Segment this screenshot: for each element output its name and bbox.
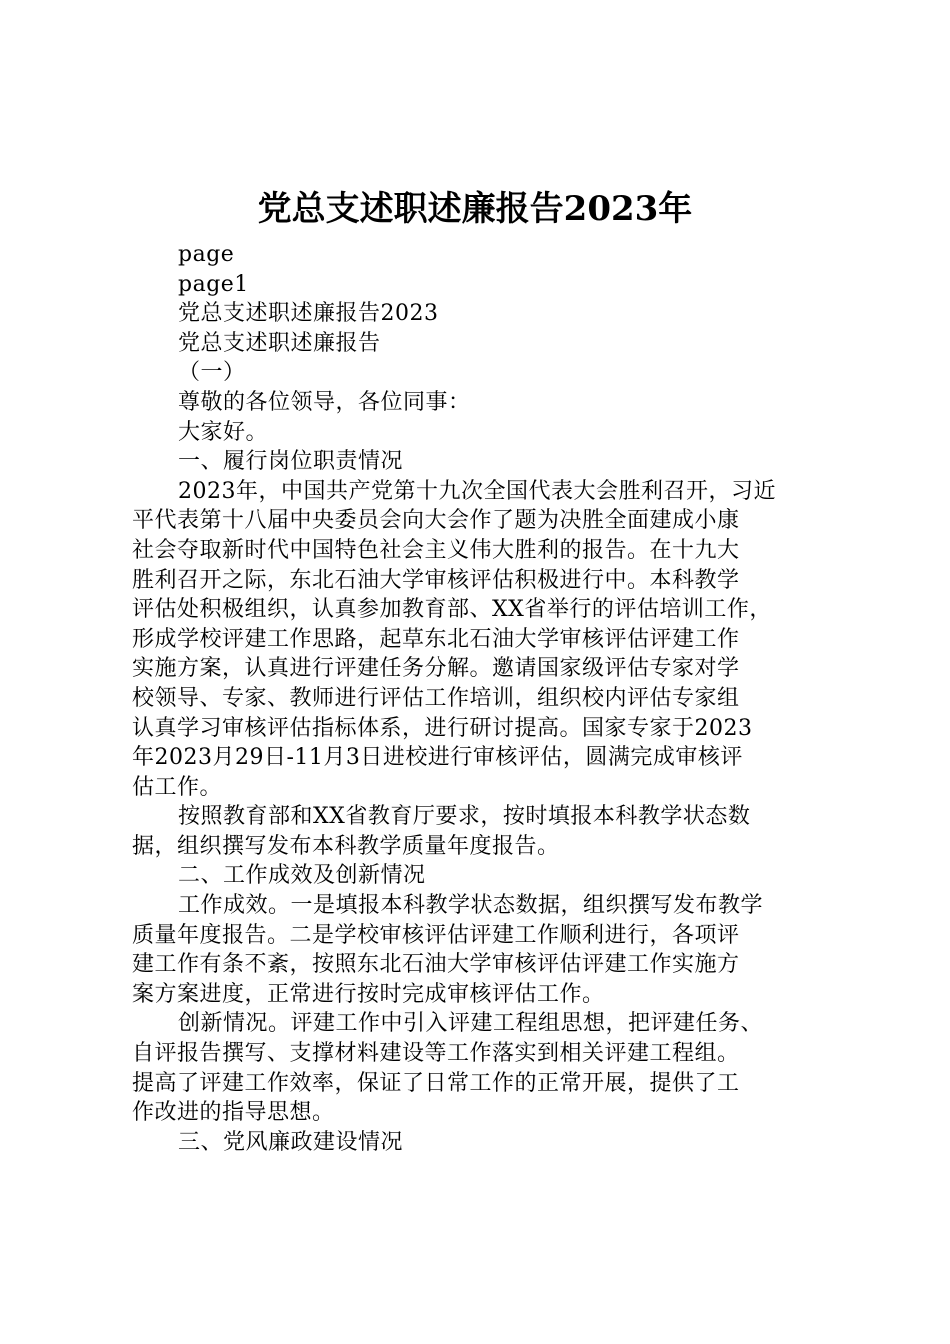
text-line: 形成学校评建工作思路，起草东北石油大学审核评估评建工作 <box>132 626 740 652</box>
text-line: 平代表第十八届中央委员会向大会作了题为决胜全面建成小康 <box>132 508 740 534</box>
text-line: （一） <box>178 360 246 386</box>
text-line: 二、工作成效及创新情况 <box>178 863 426 889</box>
text-line: 提高了评建工作效率，保证了日常工作的正常开展，提供了工 <box>132 1070 740 1096</box>
text-line: 估工作。 <box>132 774 223 800</box>
text-line: 三、党风廉政建设情况 <box>178 1129 404 1155</box>
text-line: 自评报告撰写、支撑材料建设等工作落实到相关评建工程组。 <box>132 1041 740 1067</box>
text-line: 认真学习审核评估指标体系，进行研讨提高。国家专家于2023 <box>132 715 753 741</box>
text-line: 作改进的指导思想。 <box>132 1100 335 1126</box>
text-line: 案方案进度，正常进行按时完成审核评估工作。 <box>132 981 605 1007</box>
text-line: 尊敬的各位领导，各位同事： <box>178 389 471 415</box>
text-line: 年2023月29日-11月3日进校进行审核评估，圆满完成审核评 <box>132 745 743 771</box>
text-line: page1 <box>178 271 249 297</box>
document-title: 党总支述职述廉报告2023年 <box>257 189 693 229</box>
text-line: 建工作有条不紊，按照东北石油大学审核评估评建工作实施方 <box>132 952 740 978</box>
text-line: 按照教育部和XX省教育厅要求，按时填报本科教学状态数 <box>178 804 751 830</box>
text-line: 实施方案，认真进行评建任务分解。邀请国家级评估专家对学 <box>132 656 740 682</box>
text-line: 胜利召开之际，东北石油大学审核评估积极进行中。本科教学 <box>132 567 740 593</box>
text-line: 社会夺取新时代中国特色社会主义伟大胜利的报告。在十九大 <box>132 537 740 563</box>
text-line: 创新情况。评建工作中引入评建工程组思想，把评建任务、 <box>178 1011 764 1037</box>
text-line: 党总支述职述廉报告2023 <box>178 301 439 327</box>
text-line: 据，组织撰写发布本科教学质量年度报告。 <box>132 833 560 859</box>
text-line: 评估处积极组织，认真参加教育部、XX省举行的评估培训工作， <box>132 597 772 623</box>
text-line: 校领导、专家、教师进行评估工作培训，组织校内评估专家组 <box>132 685 740 711</box>
text-line: 2023年，中国共产党第十九次全国代表大会胜利召开，习近 <box>178 478 776 504</box>
text-line: page <box>178 242 235 267</box>
text-line: 大家好。 <box>178 419 269 445</box>
document-body <box>132 240 832 1157</box>
text-line: 质量年度报告。二是学校审核评估评建工作顺利进行，各项评 <box>132 922 740 948</box>
text-line: 一、履行岗位职责情况 <box>178 449 404 475</box>
text-line: 工作成效。一是填报本科教学状态数据，组织撰写发布教学 <box>178 893 764 919</box>
text-line: 党总支述职述廉报告 <box>178 330 381 356</box>
